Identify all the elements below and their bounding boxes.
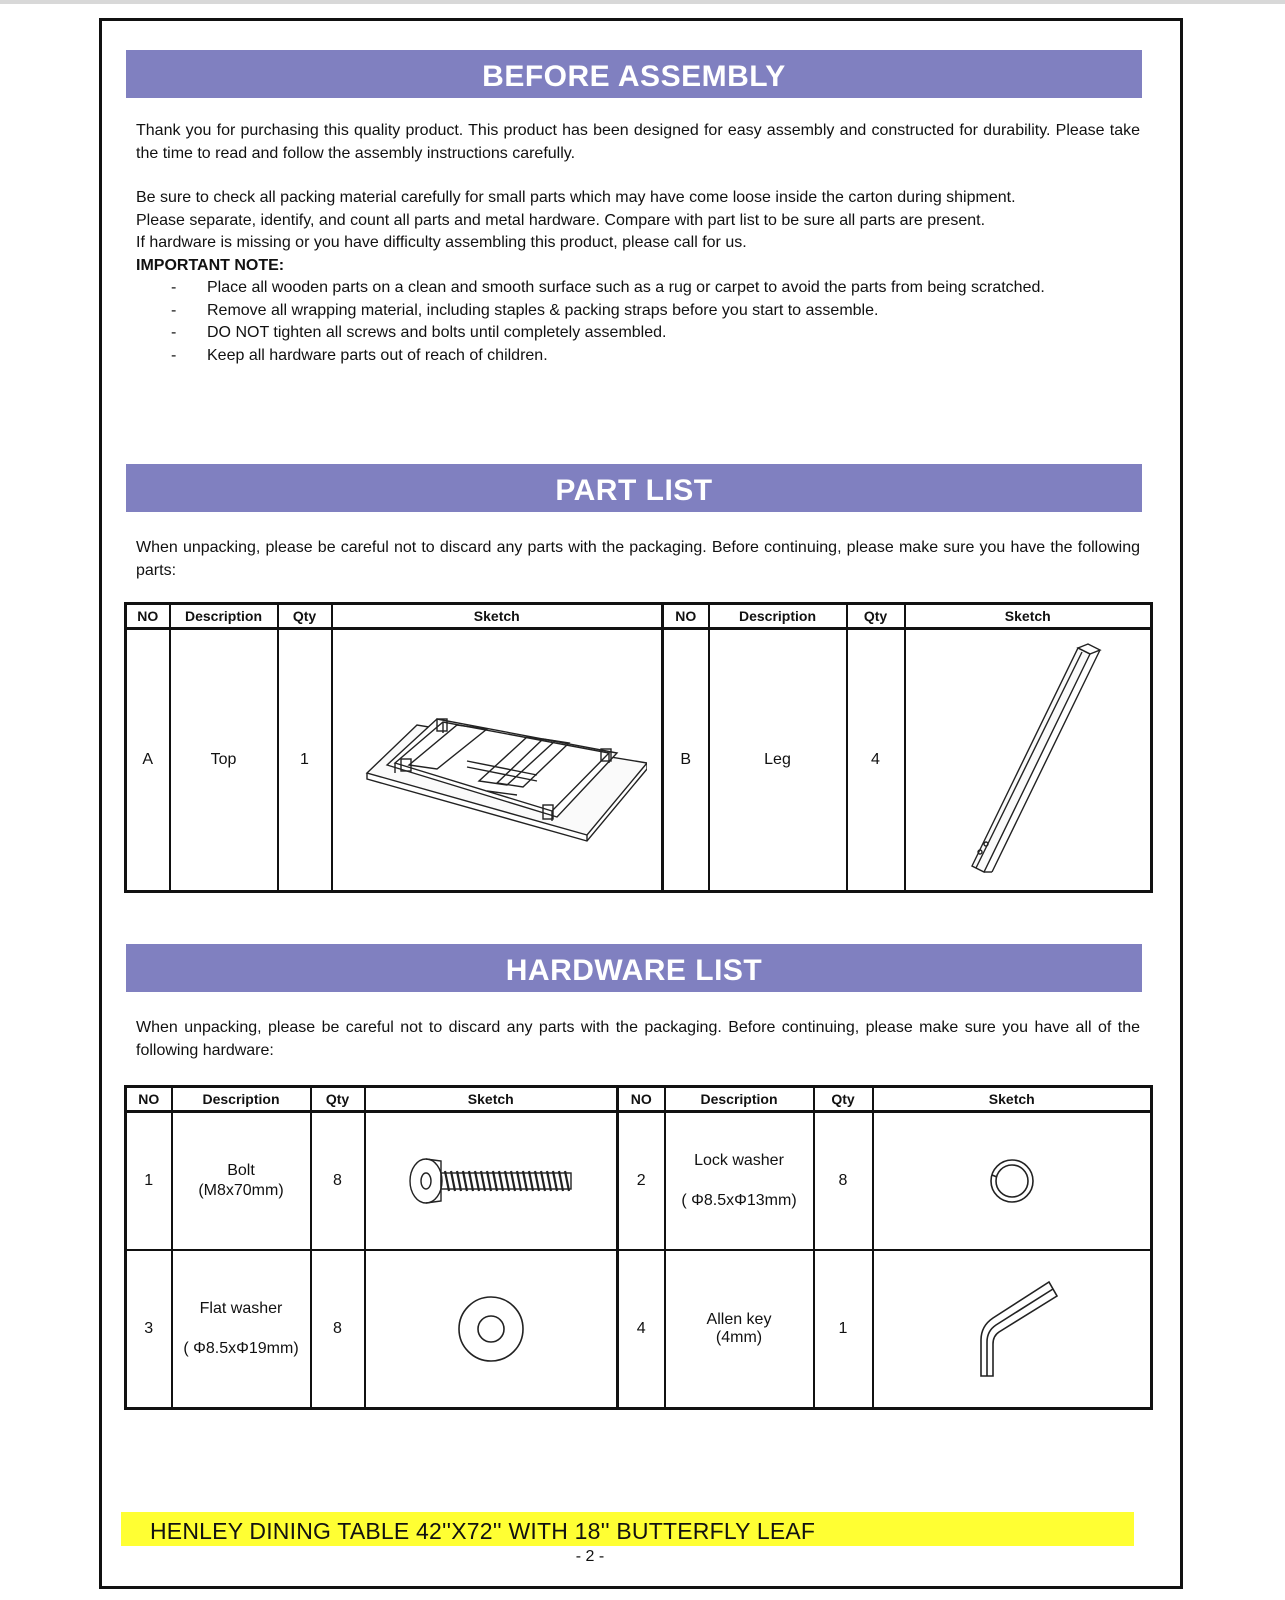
col-header-qty: Qty xyxy=(278,604,332,629)
table-top-icon xyxy=(347,665,647,855)
lock-washer-icon xyxy=(982,1151,1042,1211)
check-packing-line: Be sure to check all packing material carefully for small parts which may have come loose inside the carton during shipment. xyxy=(136,189,1016,206)
bullet-dash: - xyxy=(171,324,177,341)
part-no: A xyxy=(126,629,170,892)
bullet-dash: - xyxy=(171,279,177,296)
allen-key-icon xyxy=(957,1274,1067,1384)
part-sketch xyxy=(905,629,1152,892)
part-list-heading: PART LIST xyxy=(126,464,1142,512)
hardware-name: Allen key xyxy=(706,1310,772,1328)
col-header-no: NO xyxy=(126,604,170,629)
col-header-no: NO xyxy=(663,604,709,629)
part-description: Top xyxy=(170,629,278,892)
table-header-row xyxy=(126,1087,1152,1112)
part-sketch xyxy=(332,629,663,892)
part-no: B xyxy=(663,629,709,892)
note-text: DO NOT tighten all screws and bolts until completely assembled. xyxy=(207,324,667,341)
col-header-description: Description xyxy=(172,1087,311,1112)
hardware-no: 3 xyxy=(126,1250,172,1409)
hardware-list-intro: When unpacking, please be careful not to discard any parts with the packaging. Before continuing, please make sure you have all of the following hardware: xyxy=(136,1019,1140,1059)
note-item xyxy=(136,345,1140,368)
hardware-no: 1 xyxy=(126,1112,172,1250)
bolt-icon xyxy=(401,1151,581,1211)
before-assembly-body xyxy=(136,120,1140,367)
table-row xyxy=(126,1250,1152,1409)
col-header-sketch: Sketch xyxy=(873,1087,1152,1112)
hardware-sketch xyxy=(365,1112,618,1250)
col-header-qty: Qty xyxy=(311,1087,365,1112)
product-title-footer: HENLEY DINING TABLE 42''X72'' WITH 18'' BUTTERFLY LEAF xyxy=(121,1512,1134,1546)
part-qty: 1 xyxy=(278,629,332,892)
col-header-description: Description xyxy=(665,1087,814,1112)
hardware-size: (M8x70mm) xyxy=(198,1181,284,1199)
col-header-qty: Qty xyxy=(814,1087,873,1112)
note-item xyxy=(136,277,1140,300)
hardware-qty: 8 xyxy=(311,1250,365,1409)
part-qty: 4 xyxy=(847,629,905,892)
page-number: - 2 - xyxy=(575,1548,605,1565)
important-notes-list xyxy=(136,277,1140,367)
hardware-size: (4mm) xyxy=(715,1328,763,1346)
col-header-sketch: Sketch xyxy=(365,1087,618,1112)
note-text: Place all wooden parts on a clean and smooth surface such as a rug or carpet to avoid the parts from being scratched. xyxy=(207,279,1045,296)
hardware-description xyxy=(665,1112,814,1250)
hardware-description xyxy=(172,1250,311,1409)
col-header-no: NO xyxy=(618,1087,665,1112)
hardware-list-heading: HARDWARE LIST xyxy=(126,944,1142,992)
leg-icon xyxy=(928,640,1128,880)
part-list-intro: When unpacking, please be careful not to discard any parts with the packaging. Before continuing, please make sure you have the following parts: xyxy=(136,539,1140,579)
important-note-label: IMPORTANT NOTE: xyxy=(136,256,285,274)
hardware-description xyxy=(172,1112,311,1250)
bullet-dash: - xyxy=(171,301,177,319)
col-header-sketch: Sketch xyxy=(905,604,1152,629)
col-header-description: Description xyxy=(709,604,847,629)
note-text: Remove all wrapping material, including staples & packing straps before you start to assemble. xyxy=(207,301,879,319)
col-header-qty: Qty xyxy=(847,604,905,629)
table-row xyxy=(126,1112,1152,1250)
note-text: Keep all hardware parts out of reach of children. xyxy=(207,346,548,364)
col-header-description: Description xyxy=(170,604,278,629)
hardware-sketch xyxy=(365,1250,618,1409)
hardware-no: 2 xyxy=(618,1112,665,1250)
hardware-name: Flat washer xyxy=(199,1299,283,1317)
missing-hardware-line: If hardware is missing or you have difficulty assembling this product, please call for us. xyxy=(136,234,747,251)
note-item xyxy=(136,300,1140,323)
hardware-description xyxy=(665,1250,814,1409)
viewer-top-edge xyxy=(0,0,1285,4)
flat-washer-icon xyxy=(451,1289,531,1369)
part-description: Leg xyxy=(709,629,847,892)
before-assembly-heading: BEFORE ASSEMBLY xyxy=(126,50,1142,98)
hardware-size: ( Φ8.5xΦ13mm) xyxy=(681,1191,797,1209)
hardware-name: Lock washer xyxy=(694,1151,784,1169)
hardware-qty: 8 xyxy=(311,1112,365,1250)
hardware-qty: 1 xyxy=(814,1250,873,1409)
hardware-list-table xyxy=(124,1085,1153,1410)
note-item xyxy=(136,322,1140,345)
hardware-qty: 8 xyxy=(814,1112,873,1250)
col-header-sketch: Sketch xyxy=(332,604,663,629)
table-header-row xyxy=(126,604,1152,629)
bullet-dash: - xyxy=(171,346,177,364)
part-list-table xyxy=(124,602,1153,893)
hardware-name: Bolt xyxy=(227,1161,255,1179)
col-header-no: NO xyxy=(126,1087,172,1112)
table-row xyxy=(126,629,1152,892)
hardware-sketch xyxy=(873,1250,1152,1409)
intro-paragraph: Thank you for purchasing this quality product. This product has been designed for easy assembly and constructed for durability. Please take the time to read and follow the assembly instructions carefully. xyxy=(136,122,1140,162)
hardware-no: 4 xyxy=(618,1250,665,1409)
separate-parts-line: Please separate, identify, and count all parts and metal hardware. Compare with part list to be sure all parts are present. xyxy=(136,211,986,229)
hardware-size: ( Φ8.5xΦ19mm) xyxy=(183,1339,299,1357)
hardware-sketch xyxy=(873,1112,1152,1250)
